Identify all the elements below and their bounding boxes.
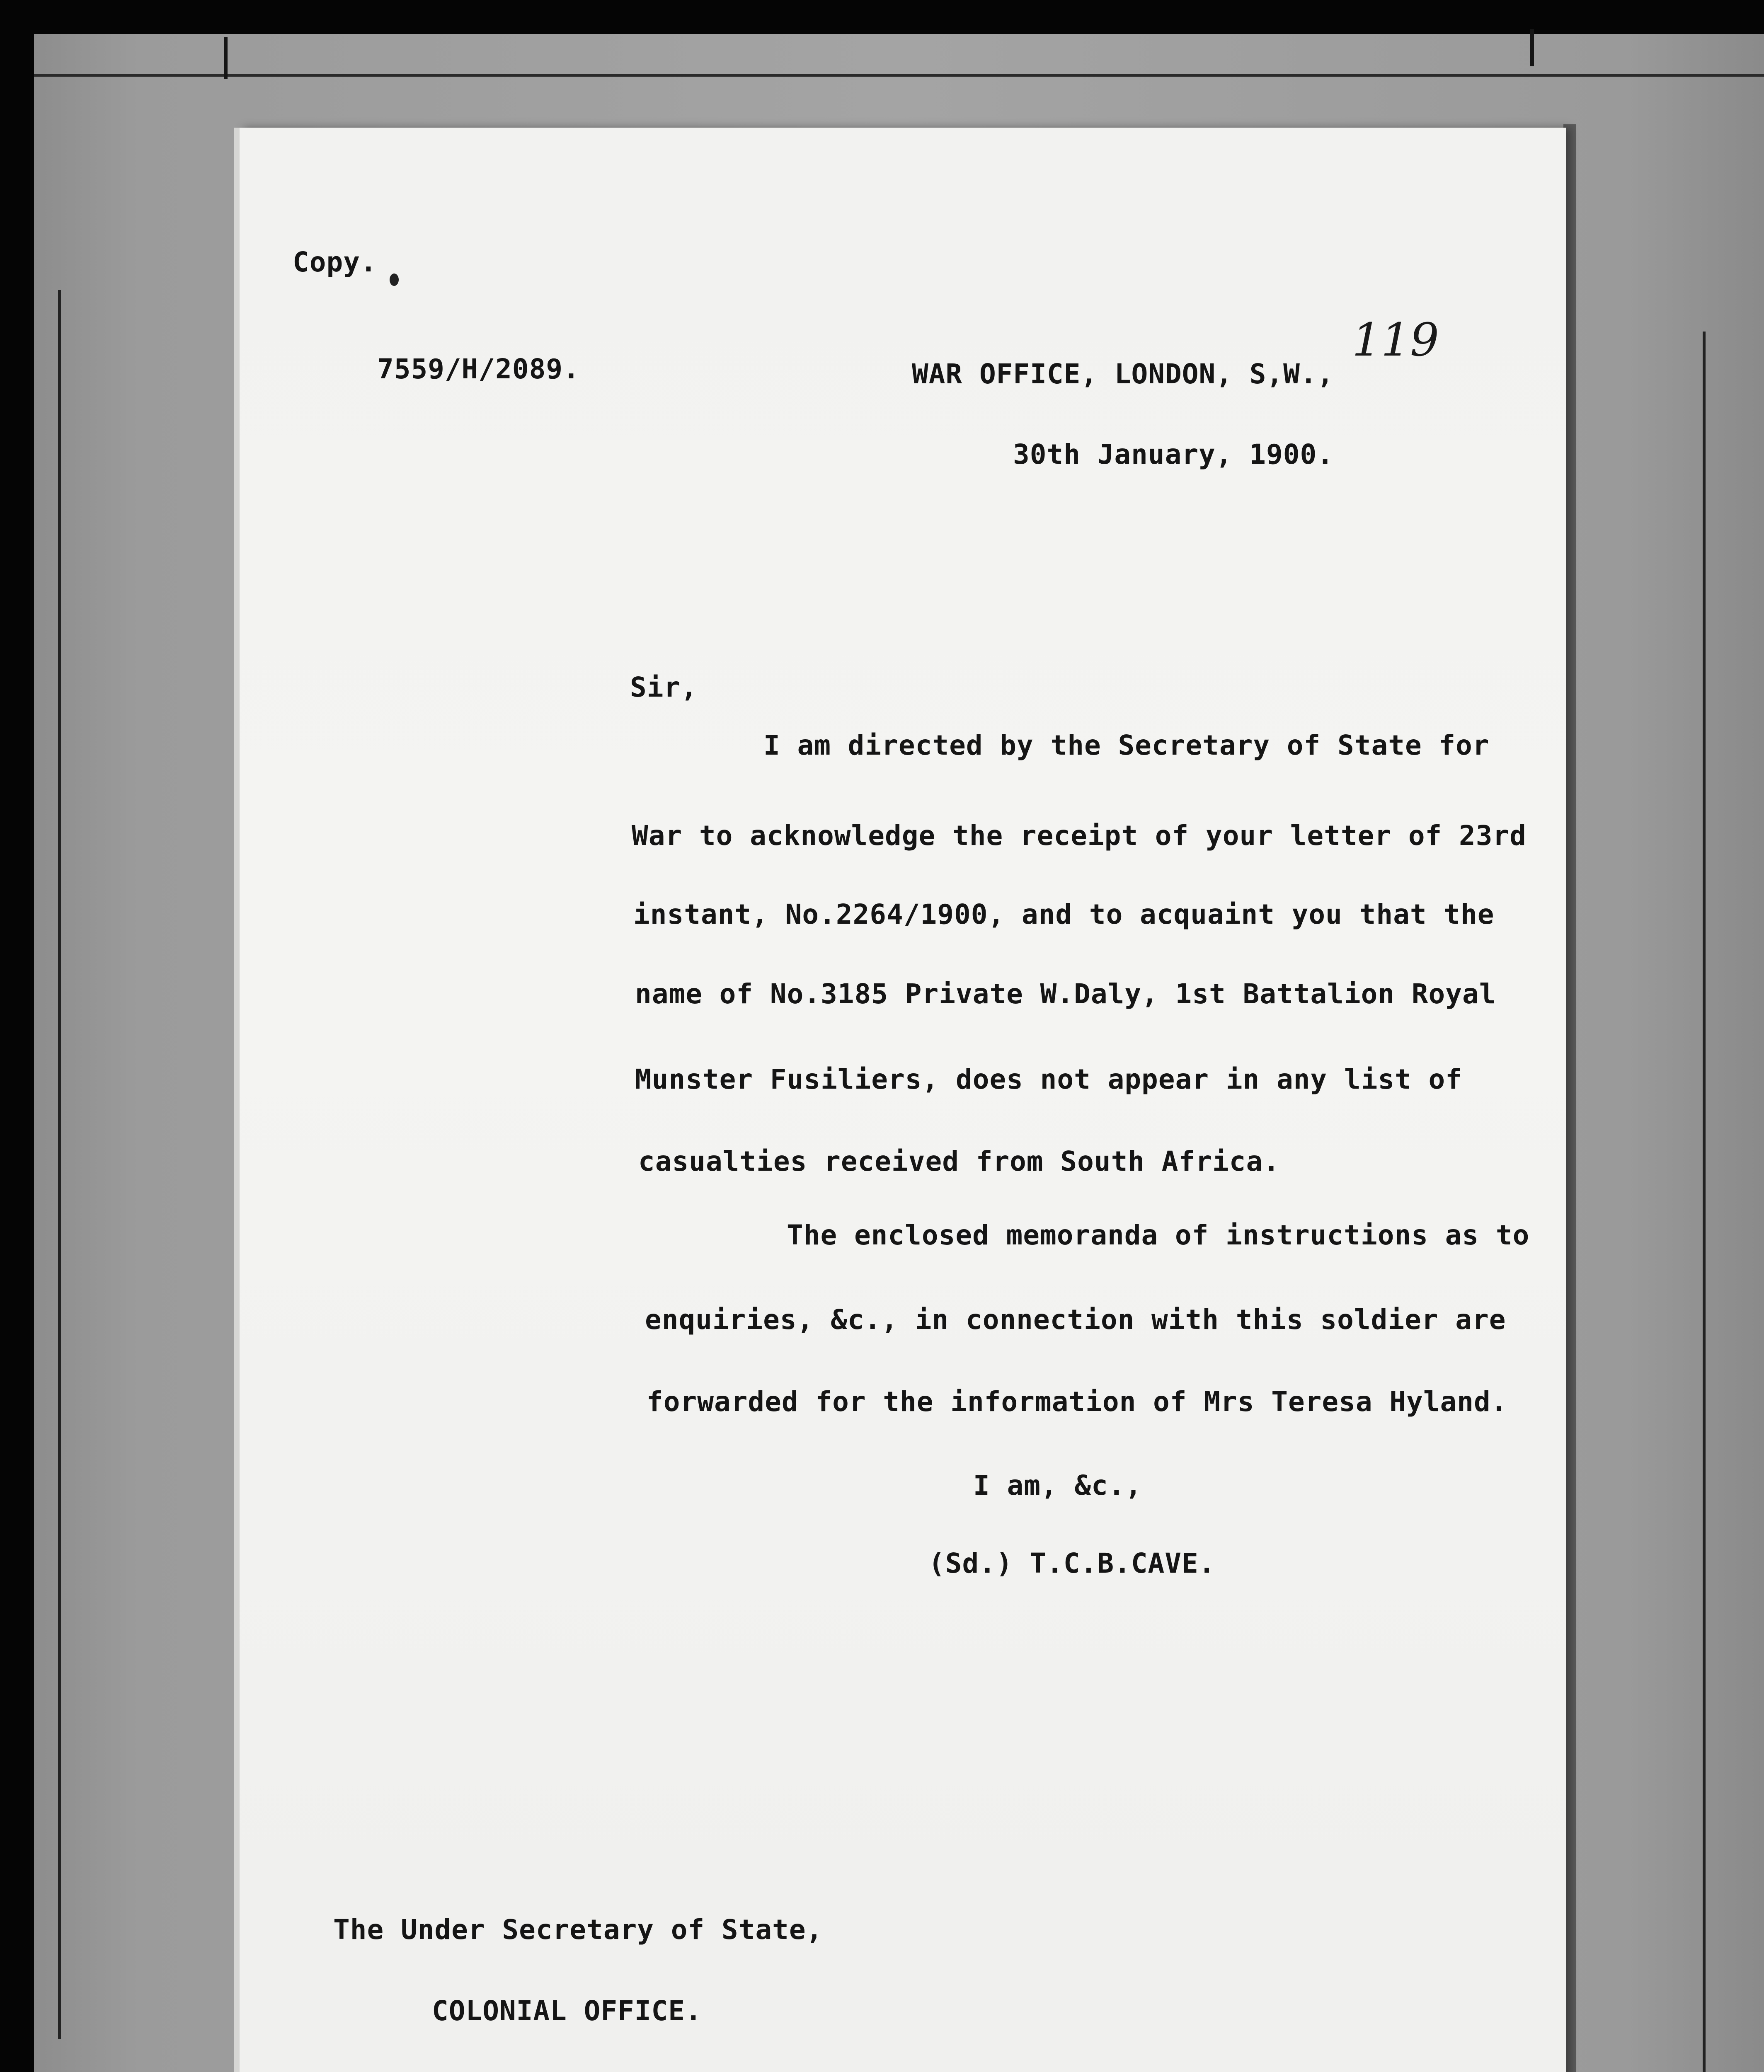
body-line-1: I am directed by the Secretary of State for — [763, 729, 1490, 761]
copy-mark: Copy. — [293, 246, 377, 278]
body-line-7: The enclosed memoranda of instructions as to — [787, 1219, 1530, 1251]
body-line-5: Munster Fusiliers, does not appear in any list of — [635, 1063, 1463, 1095]
closing: I am, &c., — [973, 1469, 1142, 1501]
mount-top-border — [34, 74, 1764, 77]
side-rule-right — [1703, 332, 1706, 2072]
body-line-9: forwarded for the information of Mrs Teresa Hyland. — [647, 1386, 1508, 1418]
folio-number: 119 — [1352, 313, 1439, 366]
side-rule-left — [58, 290, 61, 2039]
mount-tick-left — [224, 37, 228, 79]
mount-tick-right — [1530, 29, 1534, 66]
recipient-title: The Under Secretary of State, — [333, 1914, 823, 1946]
body-line-6: casualties received from South Africa. — [638, 1145, 1280, 1177]
body-line-3: instant, No.2264/1900, and to acquaint you that the — [633, 898, 1495, 930]
salutation: Sir, — [630, 671, 698, 703]
ink-speck — [390, 274, 399, 286]
letter-page — [240, 128, 1566, 2072]
recipient-office: COLONIAL OFFICE. — [432, 1995, 702, 2027]
body-line-2: War to acknowledge the receipt of your letter of 23rd — [632, 820, 1527, 852]
sender-address: WAR OFFICE, LONDON, S,W., — [912, 358, 1334, 390]
signature: (Sd.) T.C.B.CAVE. — [928, 1547, 1216, 1579]
reference-number: 7559/H/2089. — [377, 353, 580, 385]
body-line-8: enquiries, &c., in connection with this soldier are — [645, 1304, 1506, 1336]
body-line-4: name of No.3185 Private W.Daly, 1st Battalion Royal — [635, 978, 1496, 1010]
letter-date: 30th January, 1900. — [1013, 438, 1334, 470]
